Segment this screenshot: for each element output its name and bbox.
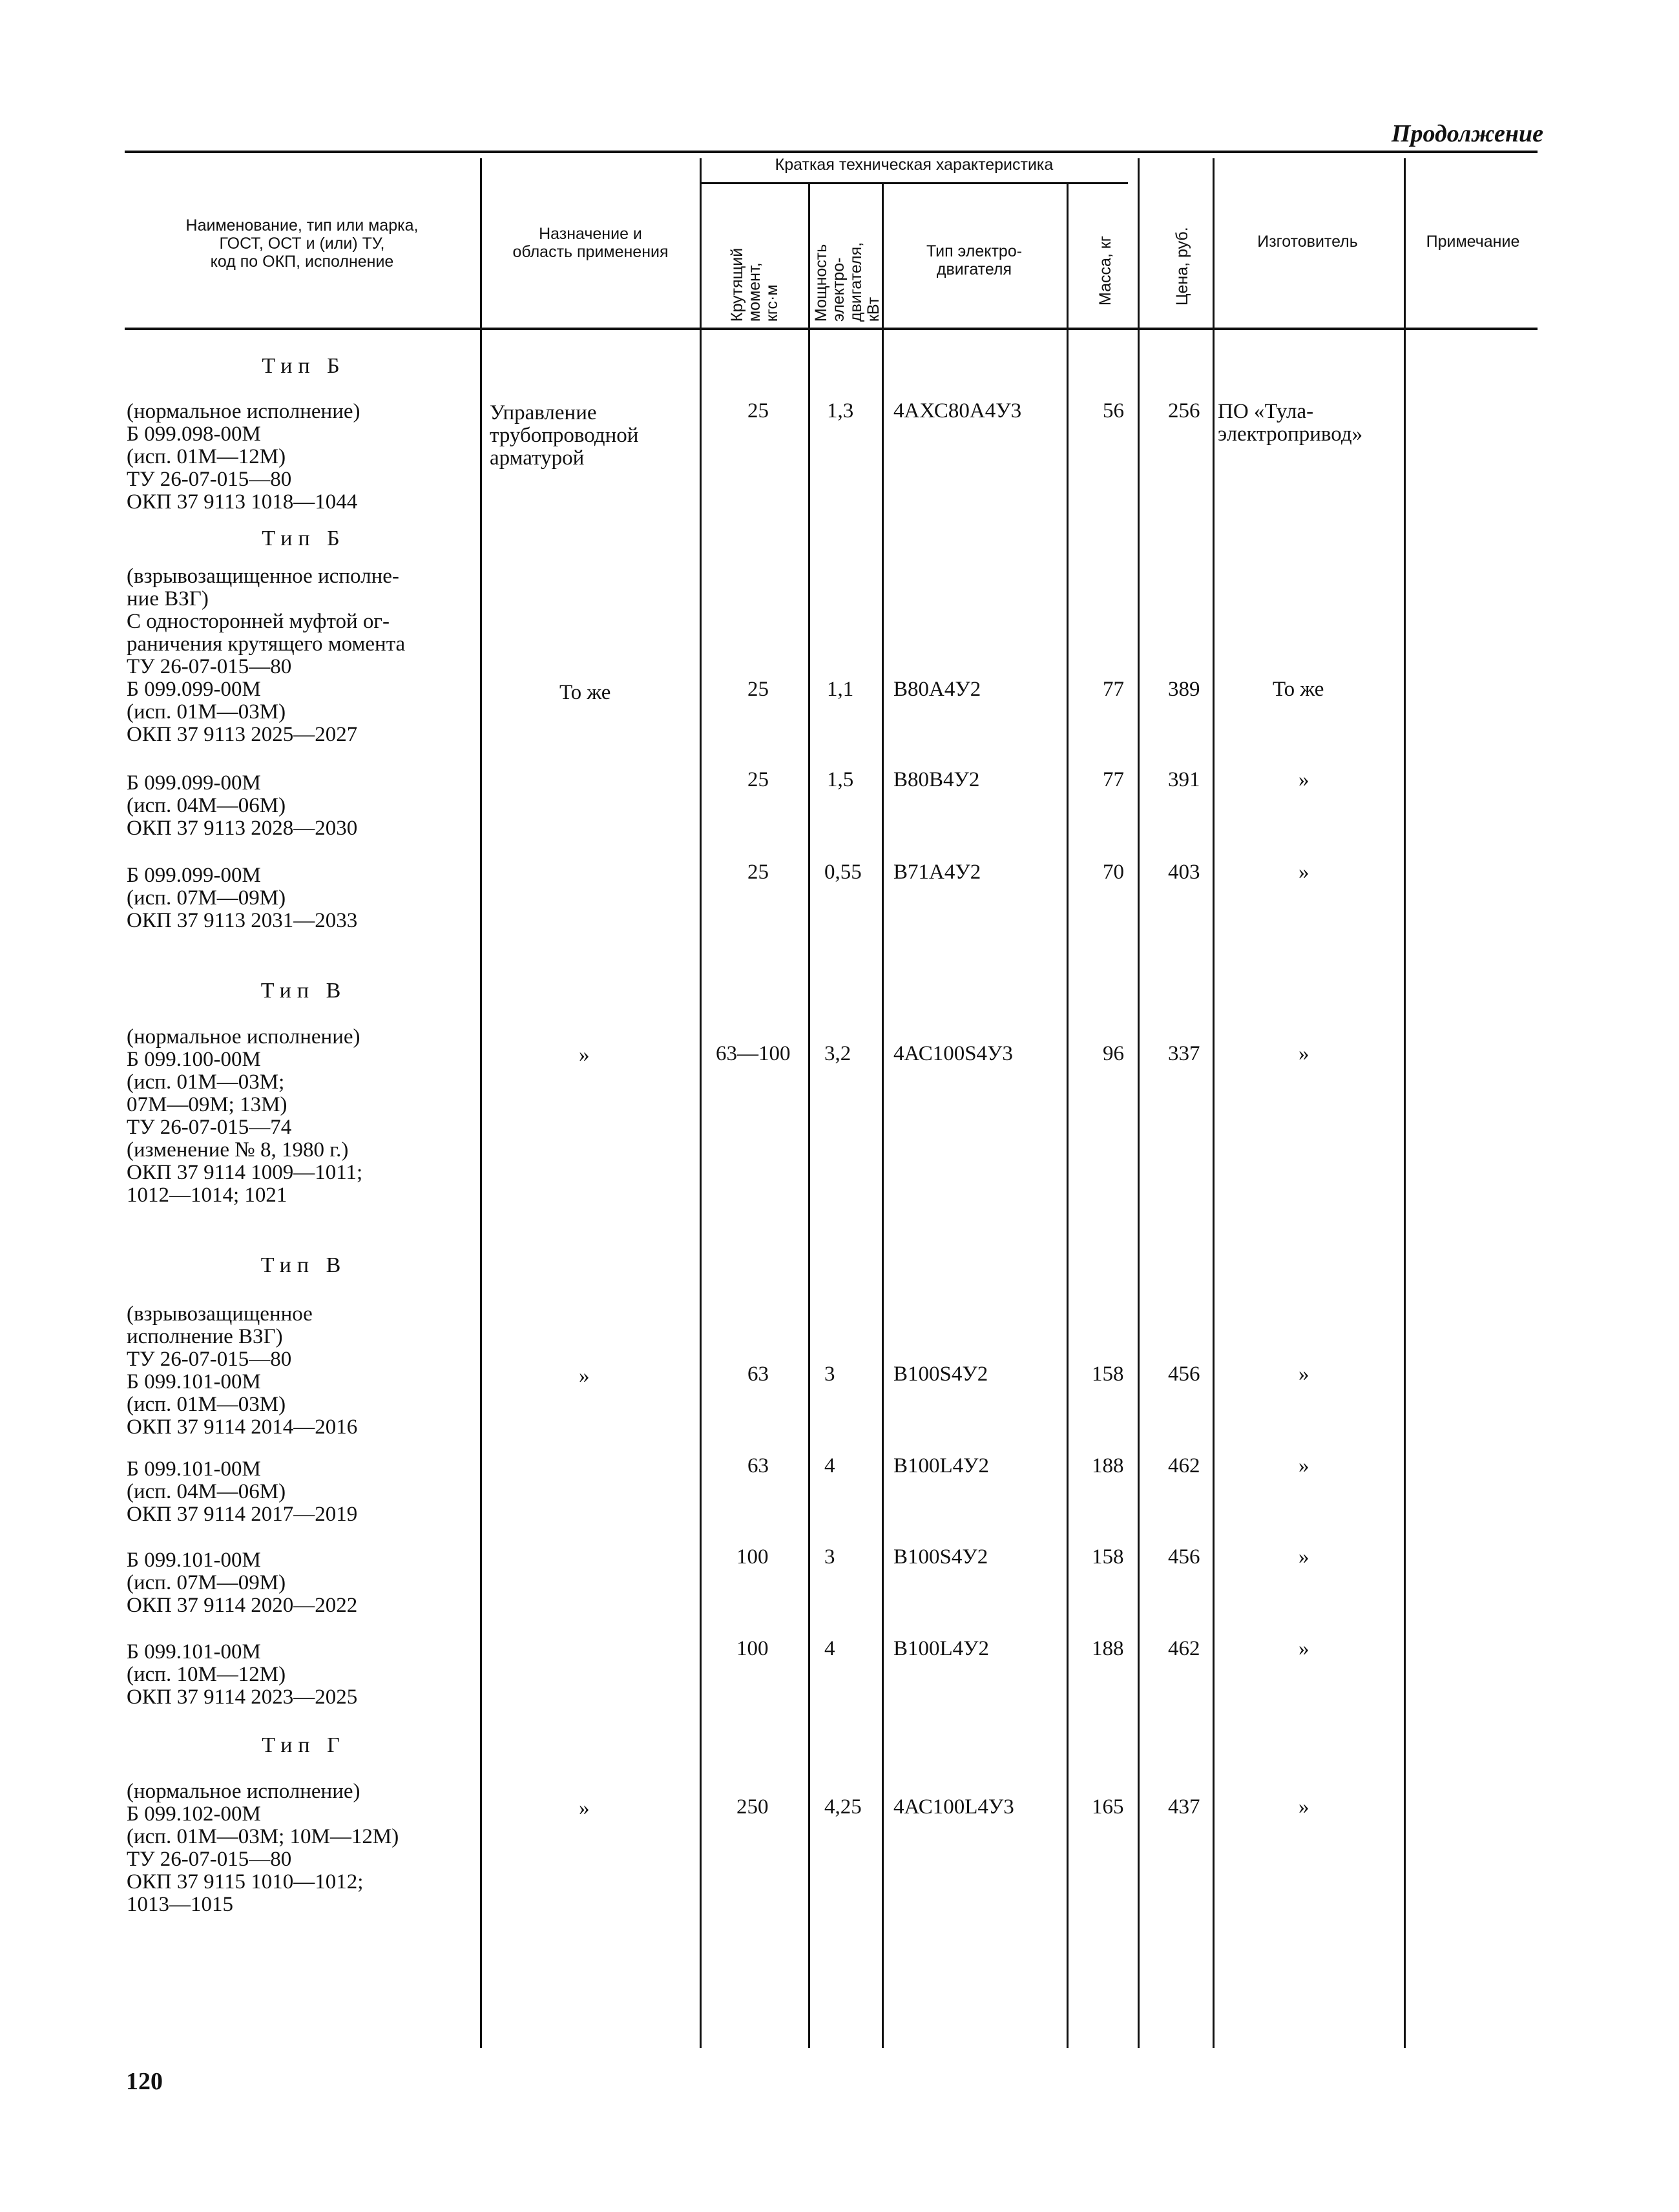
header-name: Наименование, тип или марка, ГОСТ, ОСТ и (или) ТУ, код по ОКП, исполнение (185, 216, 419, 271)
product-name: (взрывозащищенное исполнение ВЗГ) ТУ 26-07-015—80 Б 099.101-00М (исп. 01М—03М) ОКП 37 9114 2014—2016 (127, 1302, 358, 1439)
power-value: 1,5 (827, 768, 854, 791)
col-divider-price (1213, 158, 1215, 2048)
purpose-value: » (579, 1364, 590, 1388)
header-note: Примечание (1426, 233, 1520, 251)
manufacturer-value: » (1298, 861, 1309, 884)
price-value: 337 (1168, 1042, 1200, 1065)
product-name: Б 099.099-00М (исп. 07М—09М) ОКП 37 9113 2031—2033 (127, 864, 358, 932)
header-bottom-rule (125, 328, 1538, 330)
col-divider-motor (1067, 182, 1069, 2048)
product-name: (нормальное исполнение) Б 099.100-00М (исп. 01М—03М; 07М—09М; 13М) ТУ 26-07-015—74 (изменение № 8, 1980 г.) ОКП 37 9114 1009—1011; 1012—1014; 1021 (127, 1025, 363, 1207)
col-divider-mass (1138, 158, 1140, 2048)
header-motor-type: Тип электро- двигателя (926, 242, 1023, 278)
header-tech-group: Краткая техническая характеристика (775, 156, 1054, 174)
price-value: 462 (1168, 1454, 1200, 1477)
product-name: (нормальное исполнение) Б 099.098-00М (исп. 01М—12М) ТУ 26-07-015—80 ОКП 37 9113 1018—1044 (127, 400, 360, 514)
torque-value: 100 (736, 1545, 769, 1569)
purpose-value: » (579, 1043, 590, 1067)
col-divider-name (480, 158, 482, 2048)
product-name: (нормальное исполнение) Б 099.102-00М (исп. 01М—03М; 10М—12М) ТУ 26-07-015—80 ОКП 37 9115 1010—1012; 1013—1015 (127, 1780, 399, 1916)
motor-type-value: В80А4У2 (893, 678, 981, 701)
manufacturer-value: ПО «Тула- электропривод» (1218, 400, 1363, 446)
product-name: (взрывозащищенное исполне- ние ВЗГ) С односторонней муфтой ог- раничения крутящего момента ТУ 26-07-015—80 Б 099.099-00М (исп. 01М—03М) ОКП 37 9113 2025—2027 (127, 565, 406, 746)
power-value: 3,2 (824, 1042, 851, 1065)
mass-value: 188 (1092, 1454, 1124, 1477)
torque-value: 63 (747, 1362, 769, 1386)
torque-value: 100 (736, 1637, 769, 1660)
header-price: Цена, руб. (1173, 227, 1191, 306)
price-value: 389 (1168, 678, 1200, 701)
manufacturer-value: » (1298, 768, 1309, 791)
price-value: 403 (1168, 861, 1200, 884)
col-divider-torque (808, 182, 810, 2048)
torque-value: 25 (747, 861, 769, 884)
manufacturer-value: » (1298, 1362, 1309, 1386)
purpose-value: » (579, 1797, 590, 1820)
mass-value: 56 (1103, 399, 1124, 423)
power-value: 1,3 (827, 399, 854, 423)
torque-value: 250 (736, 1795, 769, 1819)
motor-type-value: 4АС100L4У3 (893, 1795, 1014, 1819)
power-value: 4 (824, 1637, 835, 1660)
header-mass: Масса, кг (1096, 236, 1114, 306)
price-value: 462 (1168, 1637, 1200, 1660)
mass-value: 77 (1103, 678, 1124, 701)
type-heading: Тип В (260, 1253, 347, 1277)
mass-value: 158 (1092, 1362, 1124, 1386)
manufacturer-value: » (1298, 1454, 1309, 1477)
motor-type-value: В100L4У2 (893, 1454, 990, 1477)
price-value: 256 (1168, 399, 1200, 423)
product-name: Б 099.101-00М (исп. 04М—06М) ОКП 37 9114 2017—2019 (127, 1457, 358, 1526)
type-heading: Тип Б (262, 354, 346, 378)
torque-value: 25 (747, 399, 769, 423)
col-divider-power (882, 182, 884, 2048)
motor-type-value: В100S4У2 (893, 1362, 988, 1386)
type-heading: Тип Г (262, 1733, 346, 1757)
manufacturer-value: » (1298, 1795, 1309, 1819)
motor-type-value: 4АС100S4У3 (893, 1042, 1013, 1065)
tech-group-rule (700, 182, 1128, 184)
power-value: 3 (824, 1362, 835, 1386)
motor-type-value: В100L4У2 (893, 1637, 990, 1660)
power-value: 4 (824, 1454, 835, 1477)
power-value: 0,55 (824, 861, 862, 884)
price-value: 437 (1168, 1795, 1200, 1819)
motor-type-value: 4АХС80А4У3 (893, 399, 1022, 423)
purpose-value: То же (559, 681, 611, 704)
torque-value: 25 (747, 678, 769, 701)
purpose-value: Управление трубопроводной арматурой (490, 401, 639, 470)
price-value: 391 (1168, 768, 1200, 791)
header-power: Мощность электро- двигателя, кВт (812, 242, 882, 322)
manufacturer-value: То же (1273, 678, 1324, 701)
mass-value: 165 (1092, 1795, 1124, 1819)
price-value: 456 (1168, 1362, 1200, 1386)
power-value: 4,25 (824, 1795, 862, 1819)
table-top-rule (125, 151, 1538, 153)
header-torque: Крутящий момент, кгс·м (728, 247, 781, 322)
power-value: 1,1 (827, 678, 854, 701)
mass-value: 96 (1103, 1042, 1124, 1065)
product-name: Б 099.099-00М (исп. 04М—06М) ОКП 37 9113 2028—2030 (127, 771, 358, 840)
manufacturer-value: » (1298, 1042, 1309, 1065)
motor-type-value: В80В4У2 (893, 768, 980, 791)
manufacturer-value: » (1298, 1637, 1309, 1660)
motor-type-value: В71А4У2 (893, 861, 981, 884)
manufacturer-value: » (1298, 1545, 1309, 1569)
motor-type-value: В100S4У2 (893, 1545, 988, 1569)
mass-value: 188 (1092, 1637, 1124, 1660)
torque-value: 63 (747, 1454, 769, 1477)
mass-value: 70 (1103, 861, 1124, 884)
torque-value: 63—100 (716, 1042, 791, 1065)
page-number: 120 (126, 2068, 163, 2095)
type-heading: Тип Б (262, 527, 346, 550)
type-heading: Тип В (260, 979, 347, 1003)
product-name: Б 099.101-00М (исп. 10М—12М) ОКП 37 9114 2023—2025 (127, 1640, 358, 1709)
price-value: 456 (1168, 1545, 1200, 1569)
torque-value: 25 (747, 768, 769, 791)
power-value: 3 (824, 1545, 835, 1569)
continuation-note: Продолжение (1391, 120, 1543, 147)
header-purpose: Назначение и область применения (512, 225, 669, 261)
product-name: Б 099.101-00М (исп. 07М—09М) ОКП 37 9114 2020—2022 (127, 1549, 358, 1617)
mass-value: 158 (1092, 1545, 1124, 1569)
mass-value: 77 (1103, 768, 1124, 791)
header-manufacturer: Изготовитель (1257, 233, 1358, 251)
